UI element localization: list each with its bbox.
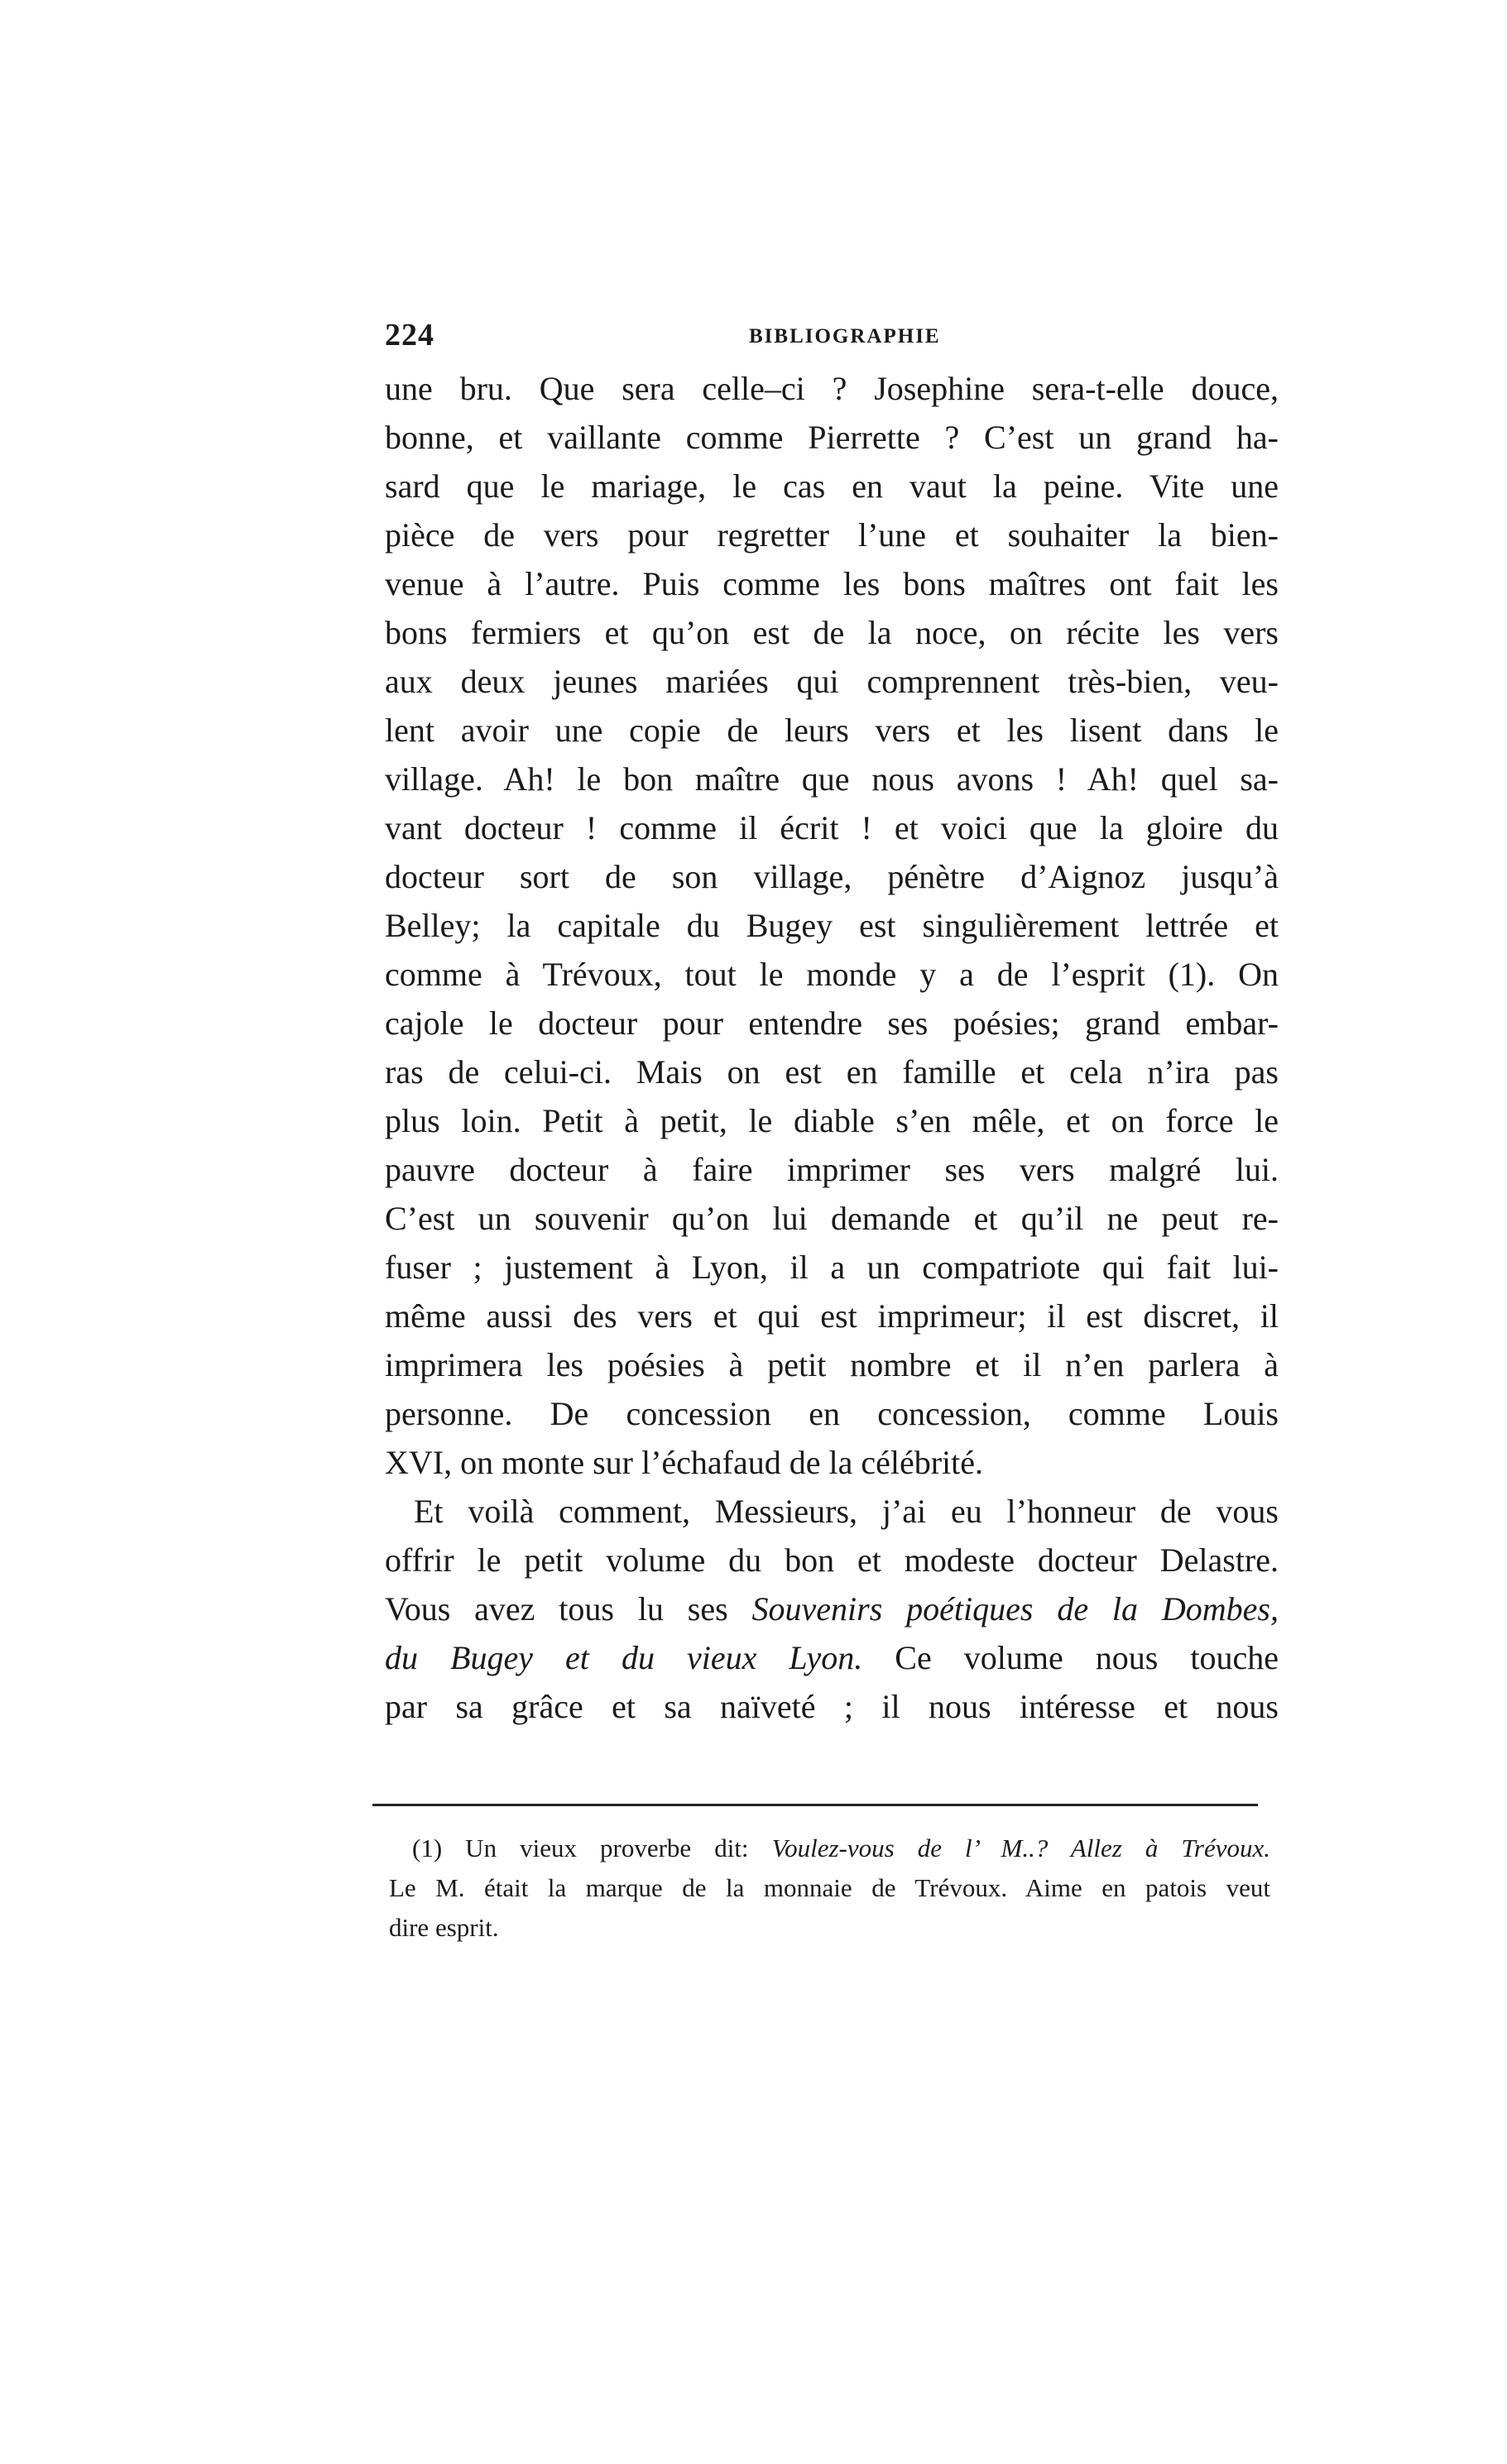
running-head: [385, 317, 1279, 358]
text-fragment: Ce volume nous touche: [862, 1639, 1279, 1676]
text-line: lent avoir une copie de leurs vers et les lisent dans le: [385, 712, 1279, 749]
text-line: fuser ; justement à Lyon, il a un compatriote qui fait lui-: [385, 1249, 1279, 1286]
text-line: bonne, et vaillante comme Pierrette ? C’est un grand ha-: [385, 419, 1279, 456]
text-line: cajole le docteur pour entendre ses poésies; grand embar-: [385, 1004, 1279, 1042]
text-line: même aussi des vers et qui est imprimeur; il est discret, il: [385, 1297, 1279, 1335]
text-line: venue à l’autre. Puis comme les bons maîtres ont fait les: [385, 565, 1279, 602]
paragraph-start-line: Et voilà comment, Messieurs, j’ai eu l’honneur de vous: [414, 1493, 1279, 1530]
running-title: BIBLIOGRAPHIE: [749, 325, 941, 348]
footnote-line: Le M. était la marque de la monnaie de Trévoux. Aime en patois veut: [389, 1873, 1270, 1902]
text-line: pièce de vers pour regretter l’une et souhaiter la bien-: [385, 516, 1279, 554]
text-line: par sa grâce et sa naïveté ; il nous intéresse et nous: [385, 1688, 1279, 1725]
footnote-line: [389, 1829, 1270, 1868]
text-line: village. Ah! le bon maître que nous avons ! Ah! quel sa-: [385, 760, 1279, 798]
footnote-line: dire esprit.: [389, 1913, 499, 1942]
footnote-rule: [372, 1804, 1258, 1806]
text-line: une bru. Que sera celle–ci ? Josephine sera-t-elle douce,: [385, 370, 1279, 407]
body-text: [385, 364, 1279, 1731]
text-line: Belley; la capitale du Bugey est singulièrement lettrée et: [385, 907, 1279, 944]
text-line: C’est un souvenir qu’on lui demande et qu’il ne peut re-: [385, 1200, 1279, 1237]
text-line-with-title: [385, 1584, 1279, 1633]
text-line: personne. De concession en concession, comme Louis: [385, 1395, 1279, 1432]
footnote-text: (1) Un vieux proverbe dit:: [412, 1834, 772, 1862]
text-line: sard que le mariage, le cas en vaut la peine. Vite une: [385, 467, 1279, 505]
text-fragment: Vous avez tous lu ses: [385, 1590, 752, 1627]
text-line: offrir le petit volume du bon et modeste docteur Delastre.: [385, 1541, 1279, 1579]
footnote-italic: Voulez-vous de l’ M..? Allez à Trévoux.: [771, 1834, 1270, 1862]
page-number: 224: [385, 318, 434, 352]
text-line-with-title: [385, 1633, 1279, 1682]
footnotes: [389, 1829, 1270, 1948]
text-line: docteur sort de son village, pénètre d’Aignoz jusqu’à: [385, 858, 1279, 895]
text-line: plus loin. Petit à petit, le diable s’en mêle, et on force le: [385, 1102, 1279, 1139]
text-line: aux deux jeunes mariées qui comprennent très-bien, veu-: [385, 663, 1279, 700]
italic-title: du Bugey et du vieux Lyon.: [385, 1639, 863, 1676]
text-line: XVI, on monte sur l’échafaud de la célébrité.: [385, 1444, 984, 1481]
italic-title: Souvenirs poétiques de la Dombes,: [751, 1590, 1279, 1627]
text-line: vant docteur ! comme il écrit ! et voici que la gloire du: [385, 809, 1279, 846]
text-line: pauvre docteur à faire imprimer ses vers malgré lui.: [385, 1151, 1279, 1188]
text-line: comme à Trévoux, tout le monde y a de l’esprit (1). On: [385, 956, 1279, 993]
text-line: imprimera les poésies à petit nombre et il n’en parlera à: [385, 1346, 1279, 1383]
text-line: ras de celui-ci. Mais on est en famille et cela n’ira pas: [385, 1053, 1279, 1091]
text-line: bons fermiers et qu’on est de la noce, on récite les vers: [385, 614, 1279, 651]
